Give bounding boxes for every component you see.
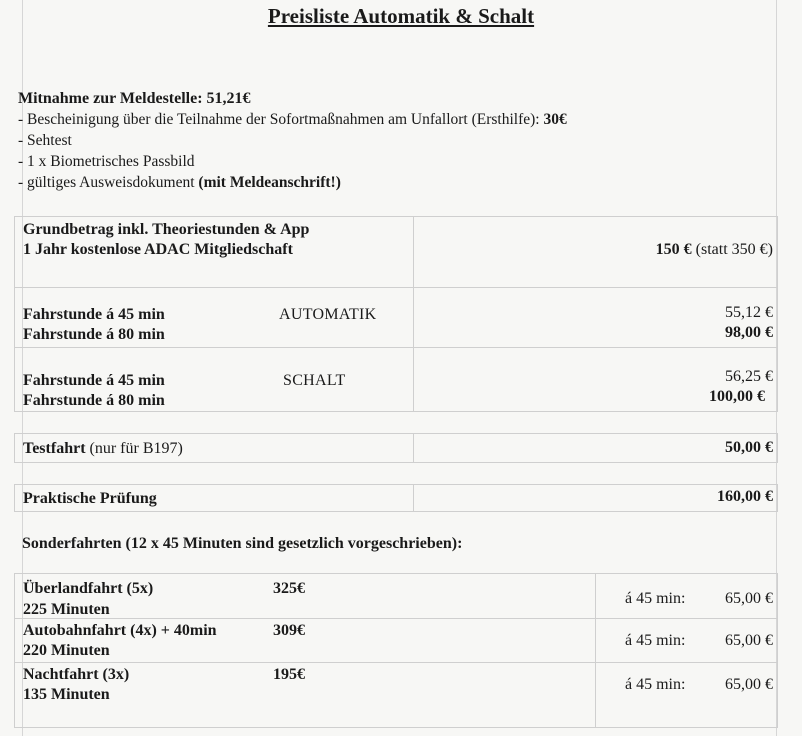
table-rule <box>15 347 777 348</box>
requirement-item: - 1 x Biometrisches Passbild <box>18 153 195 170</box>
practical-exam-row <box>14 484 778 512</box>
table-divider <box>413 485 414 511</box>
base-price-value: 150 € (statt 350 €) <box>655 241 773 258</box>
special-drives-heading: Sonderfahrten (12 x 45 Minuten sind gesetzlich vorgeschrieben): <box>22 535 463 552</box>
base-price-line2: 1 Jahr kostenlose ADAC Mitgliedschaft <box>23 241 293 258</box>
requirement-item: - Sehtest <box>18 132 72 149</box>
page-title: Preisliste Automatik & Schalt <box>267 4 535 28</box>
automatik-row2-price: 98,00 € <box>725 324 773 341</box>
schalt-row2-price: 100,00 € <box>709 388 765 405</box>
special-drive-name: Autobahnfahrt (4x) + 40min <box>23 622 217 639</box>
automatik-row2-label: Fahrstunde á 80 min <box>23 326 165 343</box>
special-drive-unit-price: 65,00 € <box>725 676 773 693</box>
test-drive-label: Testfahrt (nur für B197) <box>23 440 183 457</box>
requirement-item: - Bescheinigung über die Teilnahme der Sofortmaßnahmen am Unfallort (Ersthilfe): 30€ <box>18 111 567 128</box>
special-drive-minutes: 220 Minuten <box>23 642 110 659</box>
special-drive-unit: á 45 min: <box>625 676 686 693</box>
schalt-mode-label: SCHALT <box>283 372 346 389</box>
automatik-mode-label: AUTOMATIK <box>279 306 377 323</box>
schalt-row2-label: Fahrstunde á 80 min <box>23 392 165 409</box>
special-drive-price: 309€ <box>273 622 305 639</box>
special-drive-unit-price: 65,00 € <box>725 632 773 649</box>
table-divider <box>595 574 596 727</box>
test-drive-row <box>14 433 778 463</box>
schalt-row1-label: Fahrstunde á 45 min <box>23 372 165 389</box>
special-drive-price: 325€ <box>273 580 305 597</box>
test-drive-price: 50,00 € <box>725 439 773 456</box>
special-drive-unit: á 45 min: <box>625 590 686 607</box>
requirement-item: - gültiges Ausweisdokument (mit Meldeanschrift!) <box>18 174 341 191</box>
special-drive-minutes: 225 Minuten <box>23 601 110 618</box>
table-divider <box>413 217 414 411</box>
special-drive-unit-price: 65,00 € <box>725 590 773 607</box>
table-rule <box>15 618 777 619</box>
practical-exam-label: Praktische Prüfung <box>23 490 157 507</box>
special-drives-table <box>14 573 778 728</box>
automatik-row1-label: Fahrstunde á 45 min <box>23 306 165 323</box>
schalt-row1-price: 56,25 € <box>725 368 773 385</box>
special-drive-unit: á 45 min: <box>625 632 686 649</box>
automatik-row1-price: 55,12 € <box>725 304 773 321</box>
base-price-table <box>14 216 778 412</box>
table-rule <box>15 662 777 663</box>
table-divider <box>413 434 414 462</box>
requirements-heading: Mitnahme zur Meldestelle: 51,21€ <box>18 90 251 107</box>
practical-exam-price: 160,00 € <box>717 488 773 505</box>
table-rule <box>15 287 777 288</box>
special-drive-minutes: 135 Minuten <box>23 686 110 703</box>
special-drive-price: 195€ <box>273 666 305 683</box>
base-price-line1: Grundbetrag inkl. Theoriestunden & App <box>23 221 310 238</box>
special-drive-name: Überlandfahrt (5x) <box>23 580 154 597</box>
requirements-block <box>18 88 567 193</box>
special-drive-name: Nachtfahrt (3x) <box>23 666 130 683</box>
